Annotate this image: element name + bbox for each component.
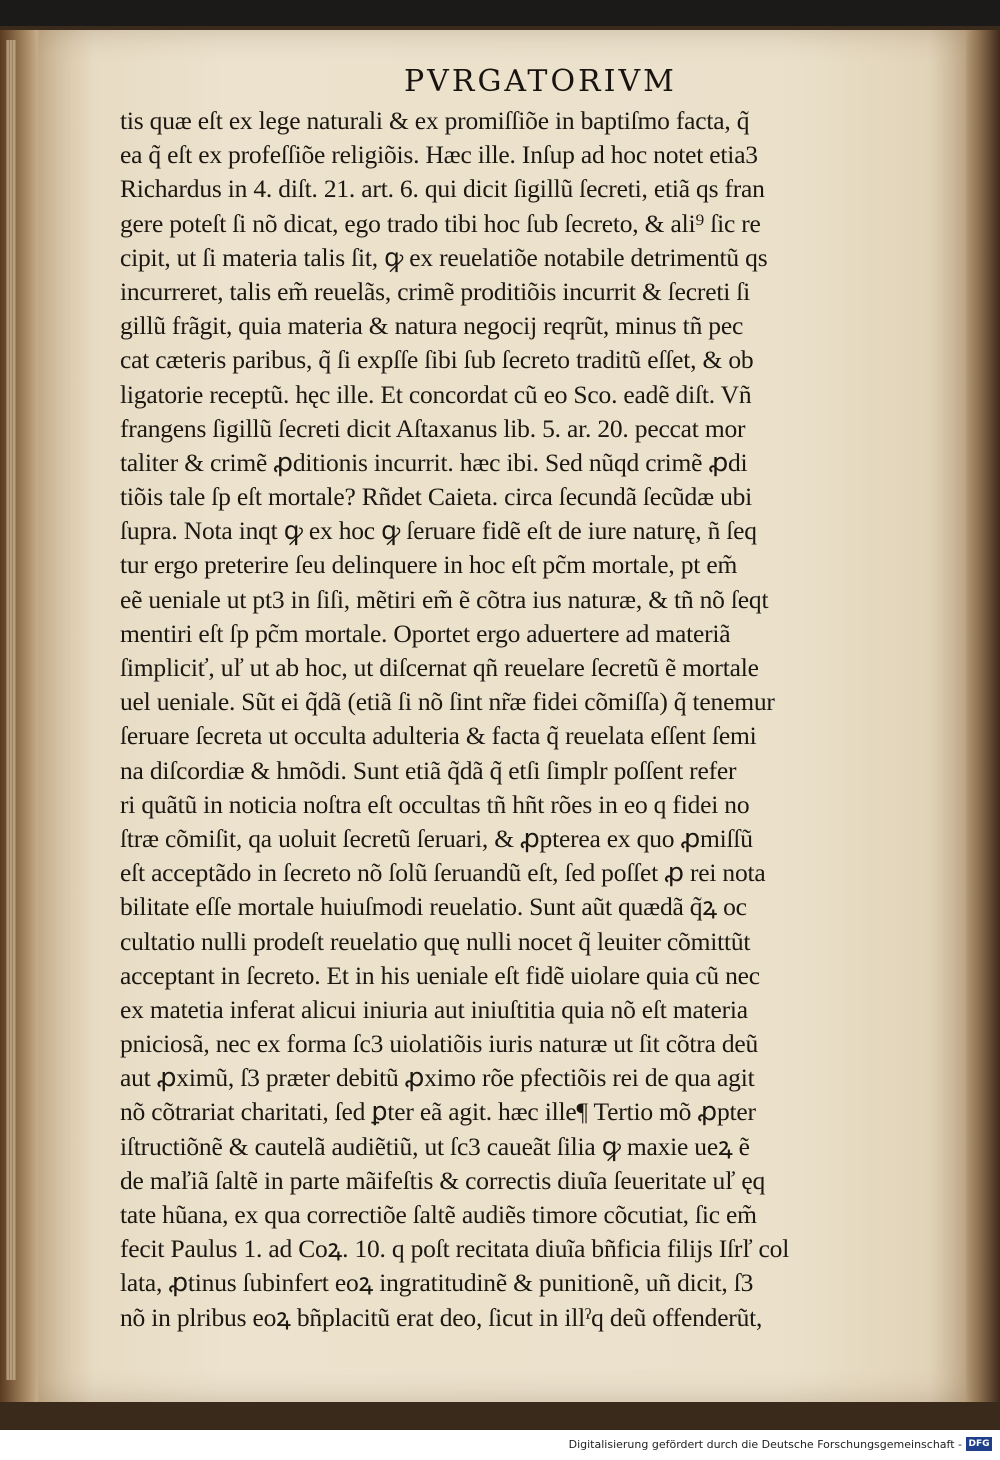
text-line: nõ cõtrariat charitati, ſed ꝑter eã agit. hæc ille¶ Tertio mõ ꝓpter	[120, 1097, 756, 1127]
text-line: na diſcordiæ & hmõdi. Sunt etiã q̃dã q̃ etſi ſimplr poſſent refer	[120, 755, 737, 785]
text-line: tur ergo preterire ſeu delinquere in hoc eſt pc̃m mortale, pt em̃	[120, 550, 738, 580]
text-line: cultatio nulli prodeſt reuelatio quę nulli nocet q̃ leuiter cõmittũt	[120, 926, 751, 956]
text-line: ri quãtũ in noticia noſtra eſt occultas tñ hñt rões in eo q fidei no	[120, 789, 750, 819]
footer-bar	[0, 1430, 1000, 1460]
text-line: iſtructiõnẽ & cautelã audiẽtiũ, ut ſc3 caueãt ſilia ꝙ maxie ueꝝ ẽ	[120, 1131, 750, 1161]
text-line: gillũ frãgit, quia materia & natura negocij reqrũt, minus tñ pec	[120, 311, 744, 341]
text-line: eẽ ueniale ut pt3 in ſiſi, mẽtiri em̃ ẽ cõtra ius naturæ, & tñ nõ ſeqt	[120, 584, 769, 614]
text-line: ligatorie receptũ. hęc ille. Et concordat cũ eo Sco. eadẽ diſt. Vñ	[120, 379, 752, 409]
text-line: aut ꝓximũ, ſ3 præter debitũ ꝓximo rõe pfectiõis rei de qua agit	[120, 1063, 755, 1093]
text-line: nõ in plribus eoꝝ bñplacitũ erat deo, ſicut in illˀq deũ offenderũt,	[120, 1302, 763, 1332]
text-line: incurreret, talis em̃ reuelãs, crimẽ proditiõis incurrit & ſecreti ſi	[120, 276, 751, 306]
text-line: ea q̃ eſt ex profeſſiõe religiõis. Hæc ille. Inſup ad hoc notet etia3	[120, 140, 758, 170]
page-edges-right	[966, 30, 1000, 1402]
text-line: ſeruare ſecreta ut occulta adulteria & facta q̃ reuelata eſſent ſemi	[120, 721, 757, 751]
text-line: uel ueniale. Sũt ei q̃dã (etiã ſi nõ ſint nr̃æ fidei cõmiſſa) q̃ tenemur	[120, 687, 775, 717]
text-line: tate hũana, ex qua correctiõe ſaltẽ audiẽs timore cõcutiat, ſic em̃	[120, 1200, 757, 1229]
text-line: pniciosã, nec ex forma ſc3 uiolatiõis iuris naturæ ut ſit cõtra deũ	[120, 1029, 759, 1059]
text-line: Richardus in 4. diſt. 21. art. 6. qui dicit ſigillũ ſecreti, etiã qs fran	[120, 174, 765, 204]
text-line: de maľiã ſaltẽ in parte mãifeſtis & correctis diuĩa ſeueritate uľ ęq	[120, 1165, 766, 1195]
text-line: gere poteſt ſi nõ dicat, ego trado tibi hoc ſub ſecreto, & ali⁹ ſic re	[120, 208, 761, 238]
text-line: ſtræ cõmiſit, qa uoluit ſecretũ ſeruari, & ꝓpterea ex quo ꝓmiſſũ	[120, 823, 753, 853]
text-line: eſt acceptãdo in ſecreto nõ ſolũ ſeruandũ eſt, ſed poſſet ꝓ rei nota	[120, 858, 766, 888]
text-line: cat cæteris paribus, q̃ ſi expſſe ſibi ſub ſecreto traditũ eſſet, & ob	[120, 345, 754, 375]
text-line: cipit, ut ſi materia talis ſit, ꝙ ex reuelatiõe notabile detrimentũ qs	[120, 242, 768, 272]
dfg-logo: DFG	[966, 1437, 992, 1451]
text-line: tiõis tale ſp eſt mortale? Rñdet Caieta. circa ſecundã ſecũdæ ubi	[120, 482, 753, 512]
body-text	[120, 104, 920, 1335]
running-head: PVRGATORIVM	[404, 64, 677, 99]
text-line: acceptant in ſecreto. Et in his ueniale eſt fidẽ uiolare quia cũ nec	[120, 960, 760, 990]
text-line: frangens ſigillũ ſecreti dicit Aſtaxanus lib. 5. ar. 20. peccat mor	[120, 413, 746, 443]
text-line: fecit Paulus 1. ad Coꝝ. 10. q poſt recitata diuĩa bñficia filijs Iſrľ col	[120, 1234, 790, 1264]
text-line: bilitate eſſe mortale huiuſmodi reuelatio. Sunt aũt quædã q̃ꝝ oc	[120, 892, 747, 922]
text-line: ſimpliciť, uľ ut ab hoc, ut diſcernat qñ reuelare ſecretũ ẽ mortale	[120, 653, 759, 682]
text-line: mentiri eſt ſp pc̃m mortale. Oportet ergo aduertere ad materiã	[120, 618, 731, 648]
page-header	[38, 60, 966, 100]
text-line: ſupra. Nota inqt ꝙ ex hoc ꝙ ſeruare fidẽ eſt de iure naturę, ñ ſeq	[120, 516, 757, 546]
funding-credit: Digitalisierung gefördert durch die Deutsche Forschungsgemeinschaft -	[568, 1438, 962, 1451]
page-edges-left	[6, 40, 16, 1380]
text-line: ex matetia inferat alicui iniuria aut iniuſtitia quia nõ eſt materia	[120, 994, 748, 1024]
text-line: lata, ꝓtinus ſubinfert eoꝝ ingratitudinẽ & punitionẽ, uñ dicit, ſ3	[120, 1268, 754, 1298]
text-line: tis quæ eſt ex lege naturali & ex promiſſiõe in baptiſmo facta, q̃	[120, 106, 750, 135]
text-line: taliter & crimẽ ꝓditionis incurrit. hæc ibi. Sed nũqd crimẽ ꝓdi	[120, 447, 748, 477]
